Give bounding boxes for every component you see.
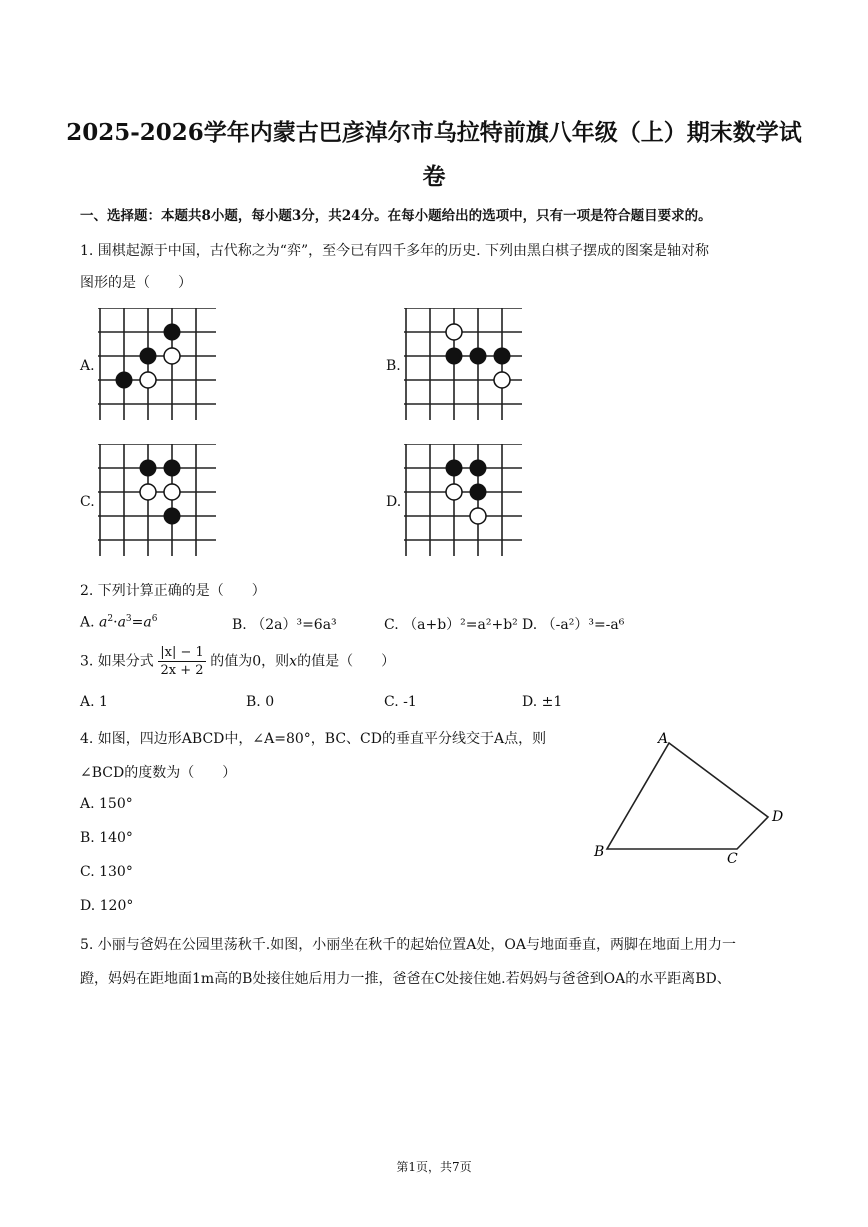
q3-option-d: D. ±1	[522, 694, 563, 710]
q2-option-d: D. （-a²）³=-a⁶	[522, 617, 625, 633]
q2-option-a: A. $a^2\cdot a^3=a^6$	[80, 614, 158, 631]
section-header: 一、选择题：本题共8小题，每小题3分，共24分。在每小题给出的选项中，只有一项是符合题目要求的。	[80, 208, 712, 224]
white-stone	[494, 372, 510, 388]
black-stone	[140, 460, 157, 477]
q4-option-c: C. 130°	[80, 864, 133, 880]
q4-option-d: D. 120°	[80, 898, 134, 914]
q4-quadrilateral-figure	[580, 722, 800, 872]
white-stone	[470, 508, 486, 524]
q1-figure-c	[98, 444, 216, 556]
q4-stem-line1: 4. 如图，四边形ABCD中，∠A=80°，BC、CD的垂直平分线交于A点，则	[80, 731, 547, 747]
q1-option-d-label: D.	[386, 494, 402, 510]
black-stone	[470, 348, 487, 365]
white-stone	[140, 484, 156, 500]
white-stone	[446, 484, 462, 500]
q4-stem-line2: ∠BCD的度数为（ ）	[80, 765, 237, 781]
black-stone	[164, 324, 181, 341]
q5-stem-line2: 蹬，妈妈在距地面1m高的B处接住她后用力一推，爸爸在C处接住她.若妈妈与爸爸到OA的水平距离BD、	[80, 971, 731, 987]
q1-figure-d	[404, 444, 522, 556]
q1-option-c-label: C.	[80, 494, 95, 510]
q1-option-a-label: A.	[80, 358, 95, 374]
page-title: 2025-2026学年内蒙古巴彦淖尔市乌拉特前旗八年级（上）期末数学试	[66, 119, 802, 146]
vertex-label-d: D	[772, 809, 784, 825]
q3-stem: 3. 如果分式 $\frac{|x| - 1}{2x + 2}$ 的值为0，则x的值是（ ）	[80, 645, 396, 678]
black-stone	[164, 460, 181, 477]
q2-option-b: B. （2a）³=6a³	[232, 617, 337, 633]
q1-stem-line2: 图形的是（ ）	[80, 275, 192, 291]
q4-option-b: B. 140°	[80, 830, 133, 846]
black-stone	[164, 508, 181, 525]
page-footer: 第1页，共7页	[396, 1160, 472, 1174]
black-stone	[446, 348, 463, 365]
q2-option-c: C. （a+b）²=a²+b²	[384, 617, 518, 633]
q1-stem-line1: 1. 围棋起源于中国，古代称之为“弈”，至今已有四千多年的历史. 下列由黑白棋子摆成的图案是轴对称	[80, 243, 710, 259]
vertex-label-c: C	[727, 851, 738, 867]
q1-option-b-label: B.	[386, 358, 401, 374]
q1-figure-a	[98, 308, 216, 420]
black-stone	[116, 372, 133, 389]
black-stone	[470, 460, 487, 477]
q2-stem: 2. 下列计算正确的是（ ）	[80, 583, 266, 599]
white-stone	[446, 324, 462, 340]
black-stone	[446, 460, 463, 477]
vertex-label-b: B	[594, 844, 605, 860]
black-stone	[140, 348, 157, 365]
quadrilateral-abcd	[607, 743, 768, 849]
q4-option-a: A. 150°	[80, 796, 133, 812]
black-stone	[470, 484, 487, 501]
q3-option-a: A. 1	[80, 694, 108, 710]
black-stone	[494, 348, 511, 365]
q3-fraction: $\frac{|x| - 1}{2x + 2}$	[160, 645, 204, 678]
q3-option-b: B. 0	[246, 694, 275, 710]
white-stone	[140, 372, 156, 388]
q1-figure-b	[404, 308, 522, 420]
q3-option-c: C. -1	[384, 694, 417, 710]
q5-stem-line1: 5. 小丽与爸妈在公园里荡秋千.如图，小丽坐在秋千的起始位置A处，OA与地面垂直，两脚在地面上用力一	[80, 937, 736, 953]
vertex-label-a: A	[658, 731, 669, 747]
white-stone	[164, 348, 180, 364]
page-title-cont: 卷	[422, 163, 446, 190]
white-stone	[164, 484, 180, 500]
